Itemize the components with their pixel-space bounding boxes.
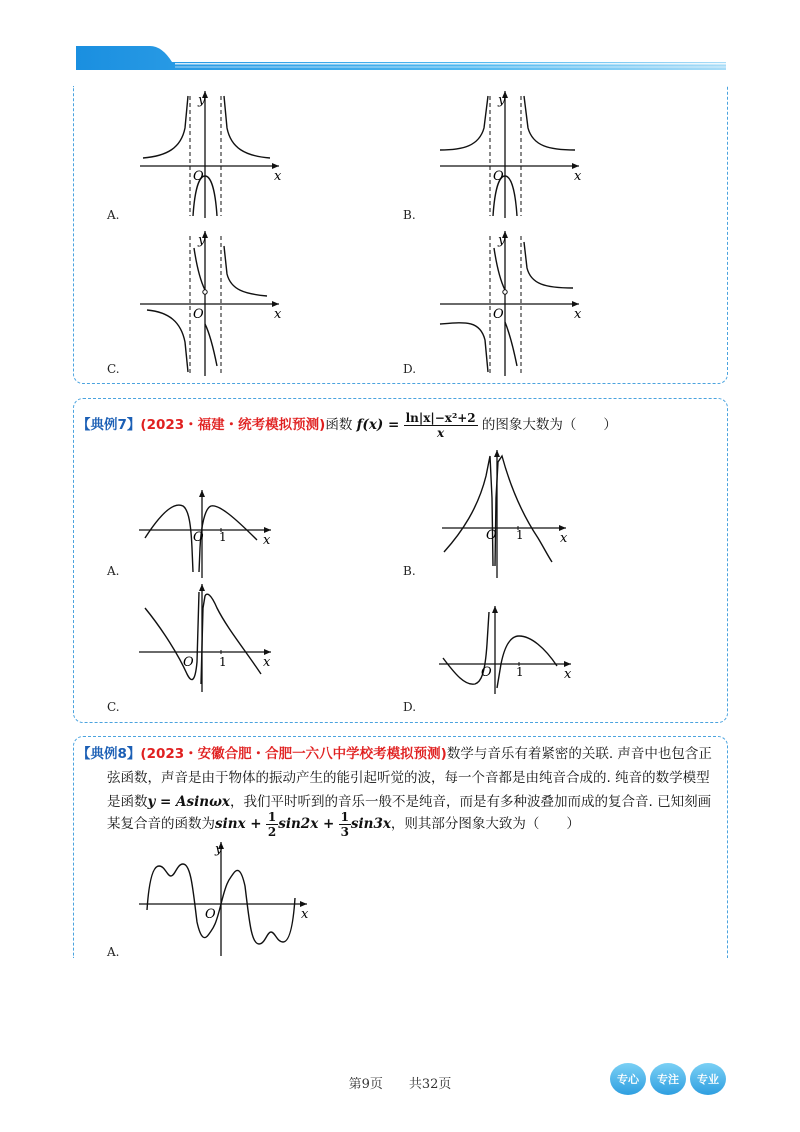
q8-fraction-half-num: 1 bbox=[267, 809, 277, 824]
q7-fraction-denominator: x bbox=[437, 425, 445, 440]
header-band bbox=[0, 0, 800, 80]
q7-function-name: f(x) = bbox=[356, 417, 400, 433]
q6-graph-c bbox=[135, 228, 285, 378]
q7-fraction-numerator: ln|x|−x²+2 bbox=[405, 410, 476, 425]
y-axis-label: y bbox=[198, 93, 206, 108]
origin-label: O bbox=[193, 530, 204, 545]
q8-graph-a bbox=[135, 840, 315, 958]
q8-term-1: sinx + bbox=[215, 816, 262, 832]
q6-graph-d bbox=[435, 228, 585, 378]
q7-source: (2023・福建・统考模拟预测) bbox=[140, 417, 326, 433]
q8-fraction-third-num: 1 bbox=[340, 809, 349, 824]
x-axis-label: x bbox=[274, 307, 282, 322]
x-axis-label: x bbox=[574, 169, 582, 184]
q7-graph-a bbox=[135, 488, 285, 580]
q7-option-d[interactable]: D. bbox=[403, 700, 417, 714]
origin-label: O bbox=[493, 307, 504, 322]
q6-option-d[interactable]: D. bbox=[403, 362, 417, 376]
q8-fraction-half bbox=[266, 810, 278, 839]
x-axis-label: x bbox=[263, 655, 271, 670]
badge-zhuanye: 专业 bbox=[690, 1063, 726, 1095]
q6-graph-a bbox=[135, 88, 285, 220]
q7-option-b[interactable]: B. bbox=[403, 564, 416, 578]
q7-option-a[interactable]: A. bbox=[107, 564, 120, 578]
origin-label: O bbox=[193, 307, 204, 322]
badge-zhuanxin: 专心 bbox=[610, 1063, 646, 1095]
q8-option-a[interactable]: A. bbox=[107, 945, 120, 959]
q8-term-3: sin3x bbox=[350, 816, 391, 832]
q7-intro: 函数 bbox=[325, 417, 353, 433]
origin-label: O bbox=[205, 907, 216, 922]
q7-tag: 【典例7】 bbox=[77, 417, 141, 433]
q7-question-text bbox=[77, 410, 617, 440]
origin-label: O bbox=[486, 528, 497, 543]
q8-question-line-1 bbox=[77, 744, 712, 764]
one-label: 1 bbox=[516, 665, 524, 679]
q8-line4-pre: 某复合音的函数为 bbox=[107, 816, 215, 832]
x-axis-label: x bbox=[301, 907, 309, 922]
q6-option-c[interactable]: C. bbox=[107, 362, 120, 376]
origin-label: O bbox=[193, 169, 204, 184]
x-axis-label: x bbox=[263, 533, 271, 548]
origin-label: O bbox=[183, 655, 194, 670]
q8-line3-post: ，我们平时听到的音乐一般不是纯音，而是有多种波叠加而成的复合音. 已知刻画 bbox=[229, 794, 712, 810]
q8-line3-pre: 是函数 bbox=[107, 794, 148, 810]
badge-zhuanzhu: 专注 bbox=[650, 1063, 686, 1095]
y-axis-label: y bbox=[498, 233, 506, 248]
y-axis-label: y bbox=[498, 93, 506, 108]
q7-graph-c bbox=[135, 582, 285, 694]
q8-term-2: sin2x + bbox=[278, 816, 335, 832]
q8-fraction-half-den: 2 bbox=[267, 824, 277, 839]
x-axis-label: x bbox=[274, 169, 282, 184]
q8-tag: 【典例8】 bbox=[77, 746, 141, 762]
page-number: 第9页 共32页 bbox=[348, 1077, 452, 1092]
x-axis-label: x bbox=[564, 667, 572, 682]
one-label: 1 bbox=[516, 528, 524, 542]
q8-fraction-third bbox=[339, 810, 351, 839]
q8-line1-text: 数学与音乐有着紧密的关联. 声音中也包含正 bbox=[446, 746, 712, 762]
q8-question-line-4 bbox=[107, 808, 580, 840]
q8-question-line-2: 弦函数，声音是由于物体的振动产生的能引起听觉的波，每一个音都是由纯音合成的. 纯音的数学模型 bbox=[107, 770, 710, 786]
y-axis-label: y bbox=[198, 233, 206, 248]
q7-fraction bbox=[404, 411, 478, 440]
q6-graph-b bbox=[435, 88, 585, 220]
q7-suffix: 的图象大数为（ ） bbox=[481, 417, 617, 433]
y-axis-label: y bbox=[215, 842, 223, 857]
q8-source: (2023・安徽合肥・合肥一六八中学校考模拟预测) bbox=[140, 746, 447, 762]
q6-option-a[interactable]: A. bbox=[107, 208, 120, 222]
q7-graph-d bbox=[435, 604, 580, 696]
q6-option-b[interactable]: B. bbox=[403, 208, 416, 222]
q8-line3-formula: y = Asinωx bbox=[147, 794, 230, 810]
q8-fraction-third-den: 3 bbox=[340, 824, 349, 839]
x-axis-label: x bbox=[560, 531, 568, 546]
x-axis-label: x bbox=[574, 307, 582, 322]
origin-label: O bbox=[493, 169, 504, 184]
origin-label: O bbox=[481, 665, 492, 680]
q8-line4-post: ，则其部分图象大致为（ ） bbox=[390, 816, 580, 832]
q7-graph-b bbox=[438, 448, 578, 580]
one-label: 1 bbox=[219, 655, 227, 669]
one-label: 1 bbox=[219, 530, 227, 544]
q7-option-c[interactable]: C. bbox=[107, 700, 120, 714]
